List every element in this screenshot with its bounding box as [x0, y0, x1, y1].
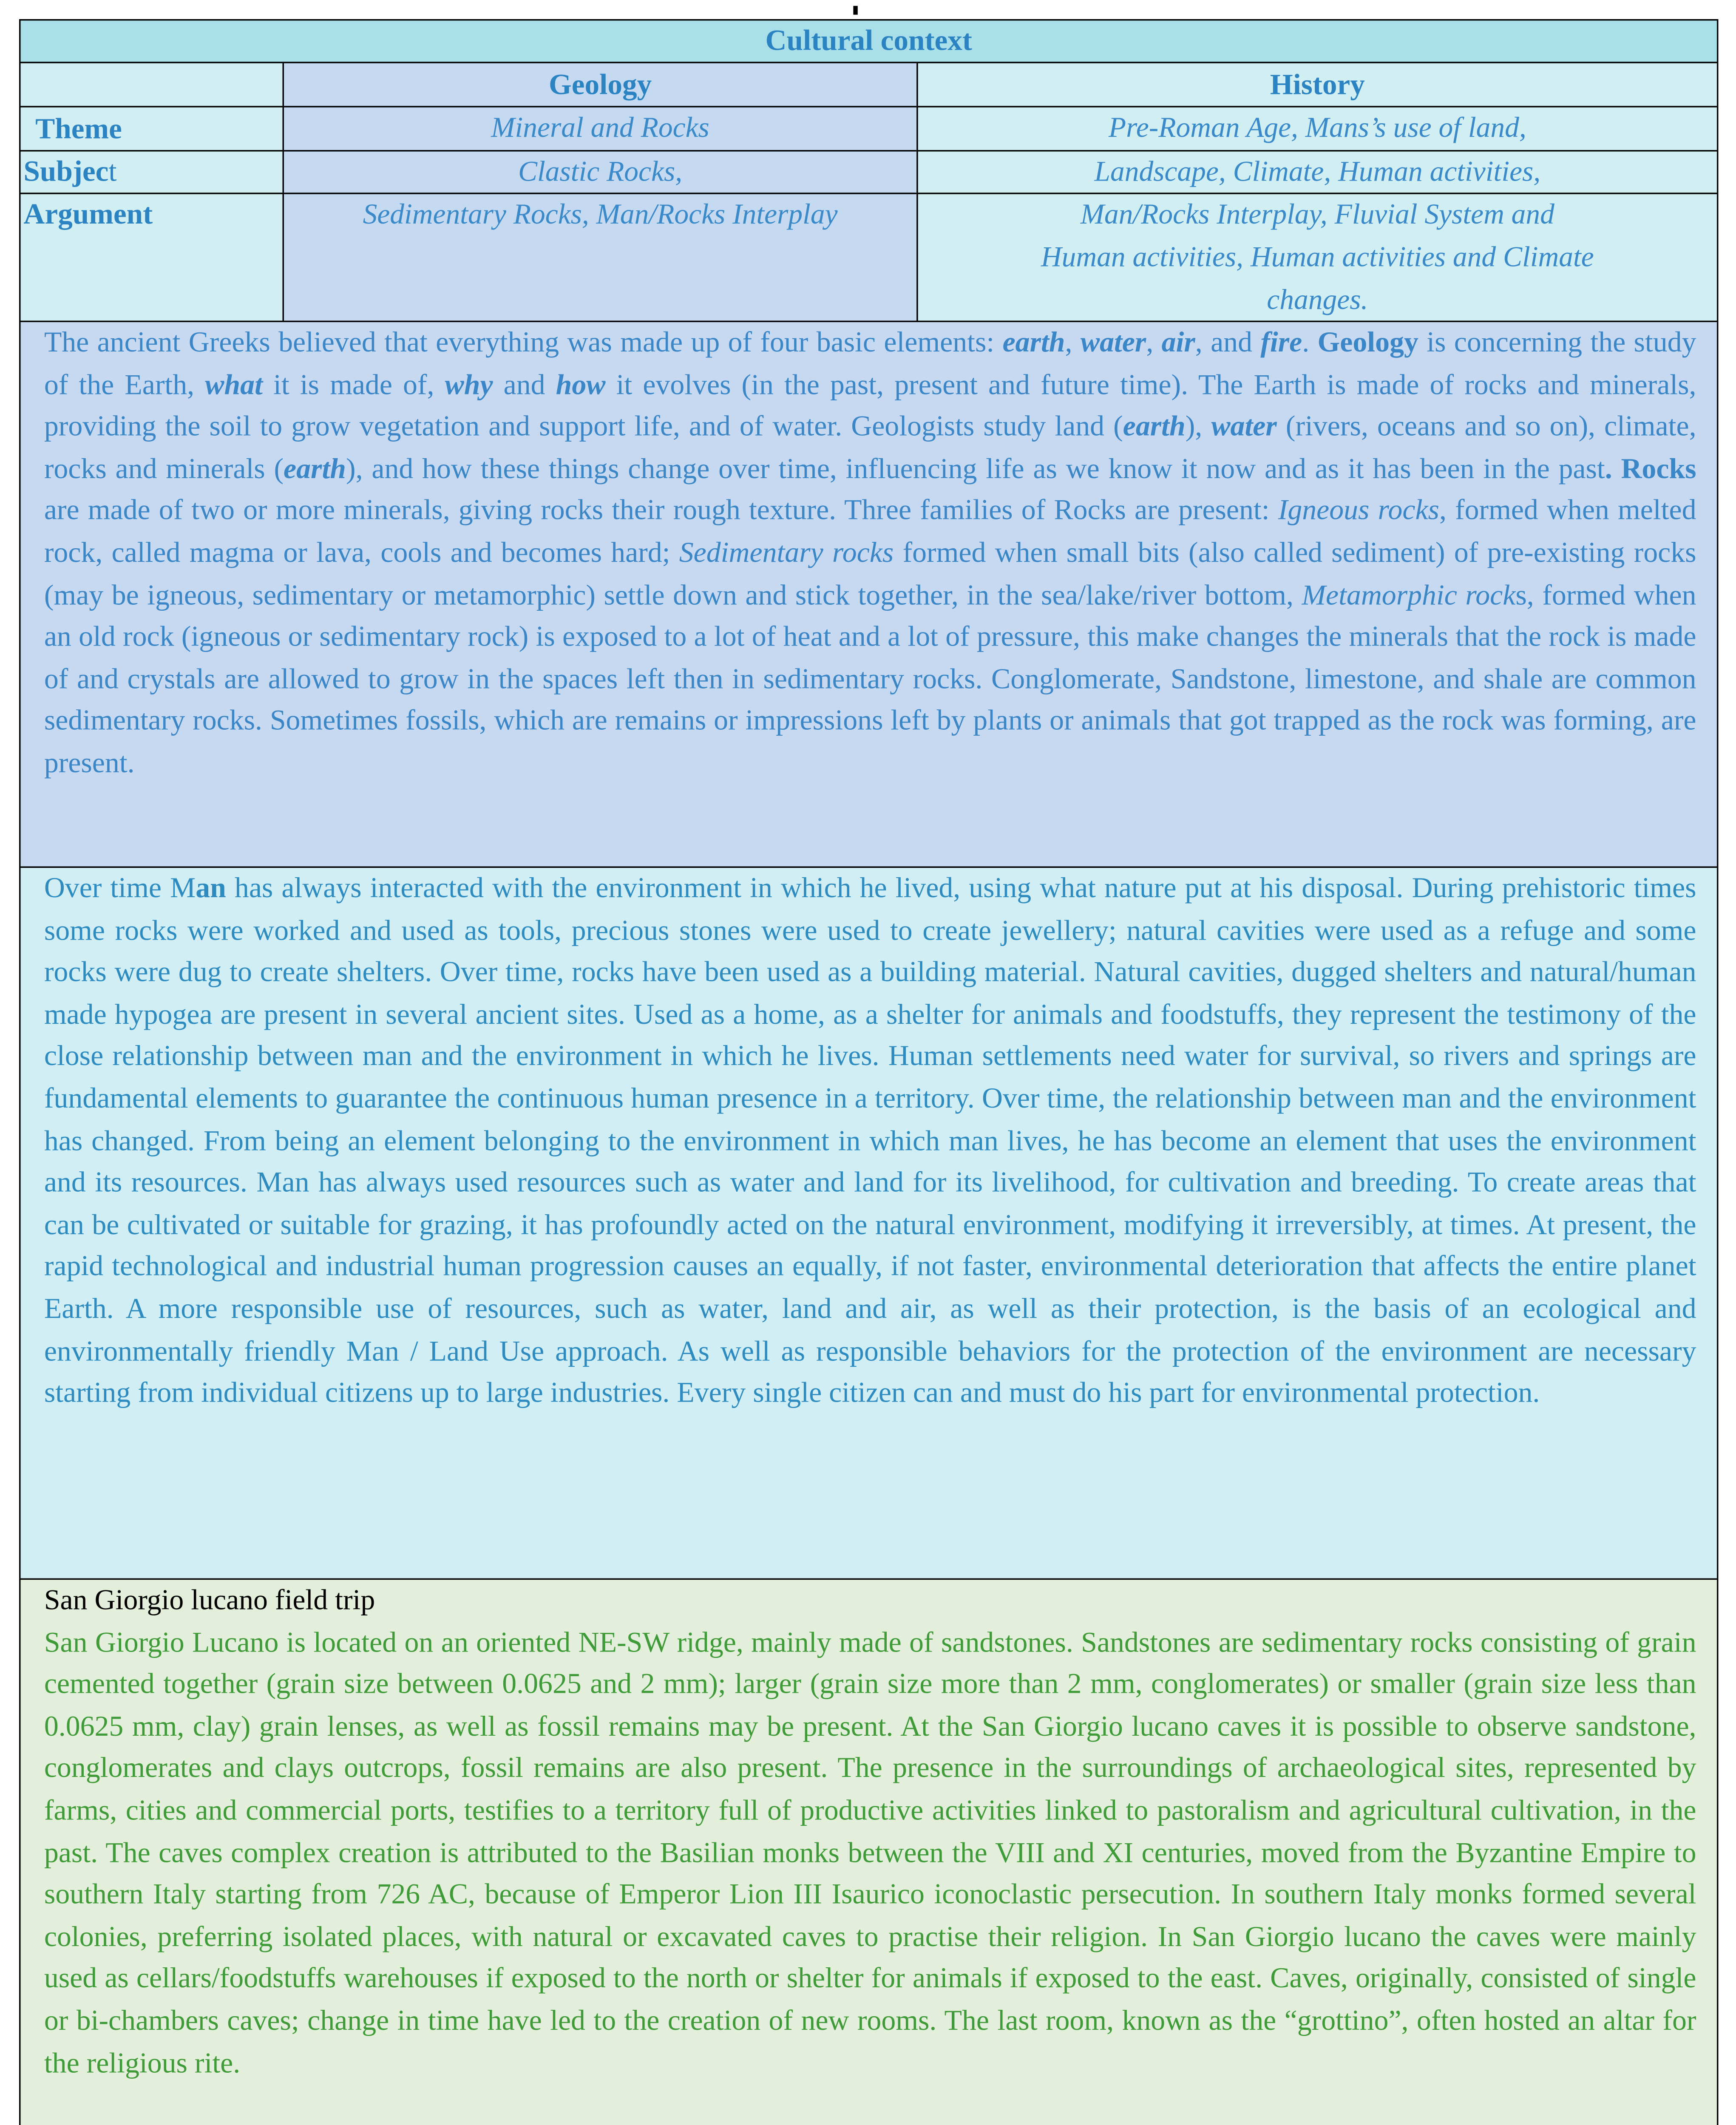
- argument-label: Argument: [19, 193, 284, 322]
- geo-text-17: it evolves (in the past, present and future time). The Earth is made of rocks and minerals, providing the soil to grow vegetation and support life, and of water. Geologists study land (: [44, 370, 1696, 443]
- geo-text-21: (rivers, oceans and so on), climate, rocks and minerals (: [44, 412, 1696, 485]
- history-description: [19, 867, 1718, 1580]
- history-line-5: changes.: [1267, 285, 1368, 317]
- geo-text-7: , and: [1195, 328, 1261, 359]
- geo-text-15: and: [493, 370, 556, 401]
- history-line-4: Human activities, Human activities and Climate: [1041, 243, 1594, 274]
- field-trip-title: San Giorgio lucano field trip: [44, 1585, 375, 1617]
- history-column-header: History: [916, 62, 1718, 107]
- geo-sedimentary: Sedimentary rocks: [679, 538, 894, 570]
- hist-man-term: an: [196, 873, 226, 905]
- geology-argument: Sedimentary Rocks, Man/Rocks Interplay: [283, 193, 918, 322]
- geo-air: air: [1161, 328, 1195, 359]
- geo-text-5: ,: [1146, 328, 1162, 359]
- geo-text-13: it is made of,: [262, 370, 445, 401]
- geo-earth-3: earth: [284, 454, 346, 485]
- geo-text-3: ,: [1065, 328, 1081, 359]
- geo-metamorphic: Metamorphic rock: [1302, 580, 1516, 612]
- hist-text-3: has always interacted with the environment in which he lived, using what nature put at his disposal. During prehistoric times some rocks were worked and used as tools, precious stones were used to create jewellery; natural cavities were used as a refuge and some rocks were dug to create shelters. Over time, rocks have been used as a building material. Natural cavities, dugged shelters and natural/human made hypogea are present in several ancient sites. Used as a home, as a shelter for animals and foodstuffs, they represent the testimony of the close relationship between man and the environment in which he lives. Human settlements need water for survival, so rivers and springs are fundamental elements to guarantee the continuous human presence in a territory. Over time, the relationship between man and the environment has changed. From being an element belonging to the environment in which man lives, he has become an element that uses the environment and its resources. Man has always used resources such as water and land for its livelihood, for cultivation and breeding. To create areas that can be cultivated or suitable for grazing, it has profoundly acted on the natural environment, modifying it irreversibly, at times. At present, the rapid technological and industrial human progression causes an equally, if not faster, environmental deterioration that affects the entire planet Earth. A more responsible use of resources, such as water, land and air, as well as their protection, is the basis of an ecological and environmentally friendly Man / Land Use approach. As well as responsible behaviors for the protection of the environment are necessary starting from individual citizens up to large industries. Every single citizen can and must do his part for environmental protection.: [44, 873, 1696, 1410]
- history-line-2: Landscape, Climate, Human activities,: [916, 150, 1718, 194]
- cultural-context-title: Cultural context: [19, 19, 1718, 63]
- subject-label-tail: t: [108, 156, 117, 189]
- geology-theme: Mineral and Rocks: [283, 106, 918, 151]
- field-trip-section: [19, 1578, 1718, 2125]
- geology-subject: Clastic Rocks,: [283, 150, 918, 194]
- page-mark: [853, 6, 857, 15]
- theme-label: Theme: [19, 106, 284, 151]
- geo-text-19: ),: [1185, 412, 1211, 443]
- geo-text-29: formed when small bits (also called sediment) of pre-existing rocks (may be igneous, sedimentary or metamorphic) settle down and stick together, in the sea/lake/river bottom,: [44, 538, 1696, 612]
- geo-water: water: [1080, 328, 1146, 359]
- geo-text-11: is concerning the study of the Earth,: [44, 328, 1696, 401]
- geology-column-header: Geology: [283, 62, 918, 107]
- geo-how: how: [556, 370, 606, 401]
- geo-earth: earth: [1002, 328, 1065, 359]
- geo-what: what: [205, 370, 263, 401]
- field-trip-text: San Giorgio Lucano is located on an oriented NE-SW ridge, mainly made of sandstones. Sandstones are sedimentary rocks consisting of grain cemented together (grain size between 0.0625 and 2 mm); larger (grain size more than 2 mm, conglomerates) or smaller (grain size less than 0.0625 mm, clay) grain lenses, as well as fossil remains may be present. At the San Giorgio lucano caves it is possible to observe sandstone, conglomerates and clays outcrops, fossil remains are also present. The presence in the surroundings of archaeological sites, represented by farms, cities and commercial ports, testifies to a territory full of productive activities linked to pastoralism and agricultural cultivation, in the past. The caves complex creation is attributed to the Basilian monks between the VIII and XI centuries, moved from the Byzantine Empire to southern Italy starting from 726 AC, because of Emperor Lion III Isaurico iconoclastic persecution. In southern Italy monks formed several colonies, preferring isolated places, with natural or excavated caves to practise their religion. In San Giorgio lucano the caves were mainly used as cellars/foodstuffs warehouses if exposed to the north or shelter for animals if exposed to the east. Caves, originally, consisted of single or bi-chambers caves; change in time have led to the creation of new rooms. The last room, known as the “grottino”, often hosted an altar for the religious rite.: [44, 1627, 1696, 2080]
- geo-water-2: water: [1211, 412, 1277, 443]
- hist-text-1: Over time M: [44, 873, 196, 905]
- history-argument: [916, 193, 1718, 322]
- history-line-3: Man/Rocks Interplay, Fluvial System and: [1080, 200, 1554, 231]
- geo-text-23: ), and how these things change over time, influencing life as we know it now and as it has been in the past: [346, 454, 1605, 485]
- geo-igneous: Igneous rocks: [1278, 496, 1439, 527]
- geo-text-27: , formed when melted rock, called magma or lava, cools and becomes hard;: [44, 496, 1696, 570]
- geo-geology-term: Geology: [1317, 328, 1418, 359]
- subject-label-main: Subjec: [23, 156, 109, 189]
- geo-text-9: .: [1302, 328, 1318, 359]
- header-empty-cell: [19, 62, 284, 107]
- geo-why: why: [445, 370, 493, 401]
- geo-earth-2: earth: [1123, 412, 1186, 443]
- subject-label: [19, 150, 284, 194]
- geo-fire: fire: [1260, 328, 1302, 359]
- geology-description: [19, 320, 1718, 867]
- geo-text-1: The ancient Greeks believed that everything was made up of four basic elements:: [44, 328, 1003, 359]
- history-line-1: Pre-Roman Age, Mans’s use of land,: [916, 106, 1718, 151]
- geo-rocks-term: . Rocks: [1605, 454, 1696, 485]
- geo-text-25: are made of two or more minerals, giving rocks their rough texture. Three families of Rocks are present:: [44, 496, 1278, 527]
- geo-text-31: s, formed when an old rock (igneous or sedimentary rock) is exposed to a lot of heat and a lot of pressure, this make changes the minerals that the rock is made of and crystals are allowed to grow in the spaces left then in sedimentary rocks. Conglomerate, Sandstone, limestone, and shale are common sedimentary rocks. Sometimes fossils, which are remains or impressions left by plants or animals that got trapped as the rock was forming, are present.: [44, 580, 1696, 780]
